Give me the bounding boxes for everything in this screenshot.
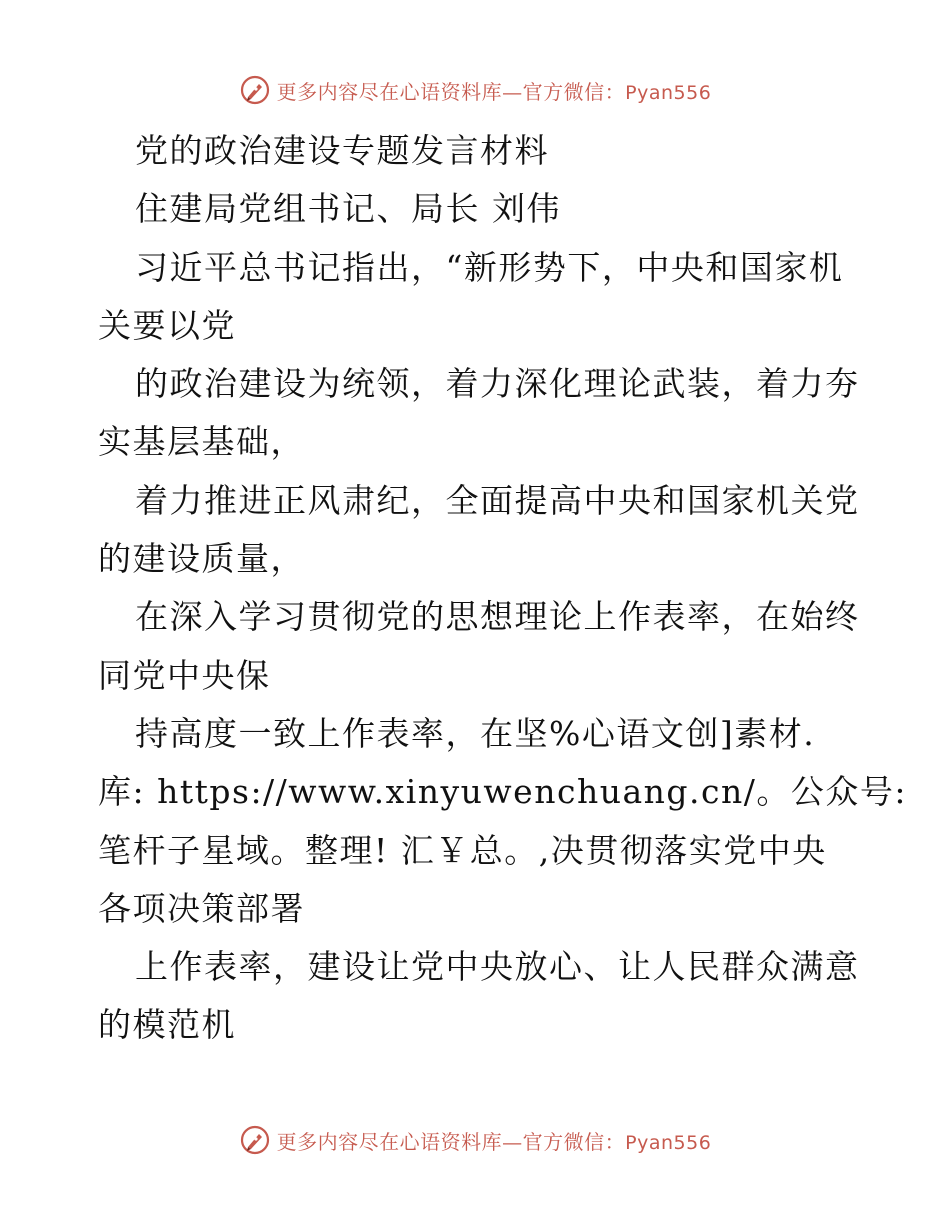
header-promo-text: 更多内容尽在心语资料库 [276,79,503,104]
doc-line: 库: https://www.xinyuwenchuang.cn/。公众号: [98,772,907,812]
doc-line: 实基层基础， [98,422,305,462]
doc-line: 同党中央保 [98,655,271,695]
header-promo [277,76,712,105]
doc-line: 上作表率，建设让党中央放心、让人民群众满意 [135,947,860,987]
doc-line: 的政治建设为统领，着力深化理论武装，着力夯 [135,364,860,404]
doc-author: 住建局党组书记、局长 刘伟 [135,189,561,229]
doc-line: 持高度一致上作表率，在坚%心语文创]素材. [135,713,816,753]
header-banner [0,70,950,110]
doc-line: 各项决策部署 [98,888,305,928]
document-body [98,122,907,1055]
header-wechat-label: 官方微信： [522,79,626,104]
pen-logo-icon [239,1124,271,1156]
doc-title: 党的政治建设专题发言材料 [135,131,549,170]
doc-line: 关要以党 [98,305,236,345]
doc-line: 在深入学习贯彻党的思想理论上作表率，在始终 [135,597,860,637]
header-separator: — [502,79,523,104]
doc-line: 着力推进正风肃纪，全面提高中央和国家机关党 [135,480,860,520]
header-wechat-id: Pyan556 [625,81,712,104]
doc-line: 的模范机 [98,1005,236,1045]
footer-banner [0,1120,950,1160]
footer-wechat-label: 官方微信： [522,1129,626,1154]
doc-line: 习近平总书记指出，“新形势下，中央和国家机 [135,247,844,287]
footer-promo-text: 更多内容尽在心语资料库 [276,1129,503,1154]
doc-line: 笔杆子星域。整理! 汇￥总。,决贯彻落实党中央 [98,830,827,870]
pen-logo-icon [239,74,271,106]
doc-line: 的建设质量， [98,539,305,579]
footer-separator: — [502,1129,523,1154]
footer-promo [277,1126,712,1155]
footer-wechat-id: Pyan556 [625,1131,712,1154]
